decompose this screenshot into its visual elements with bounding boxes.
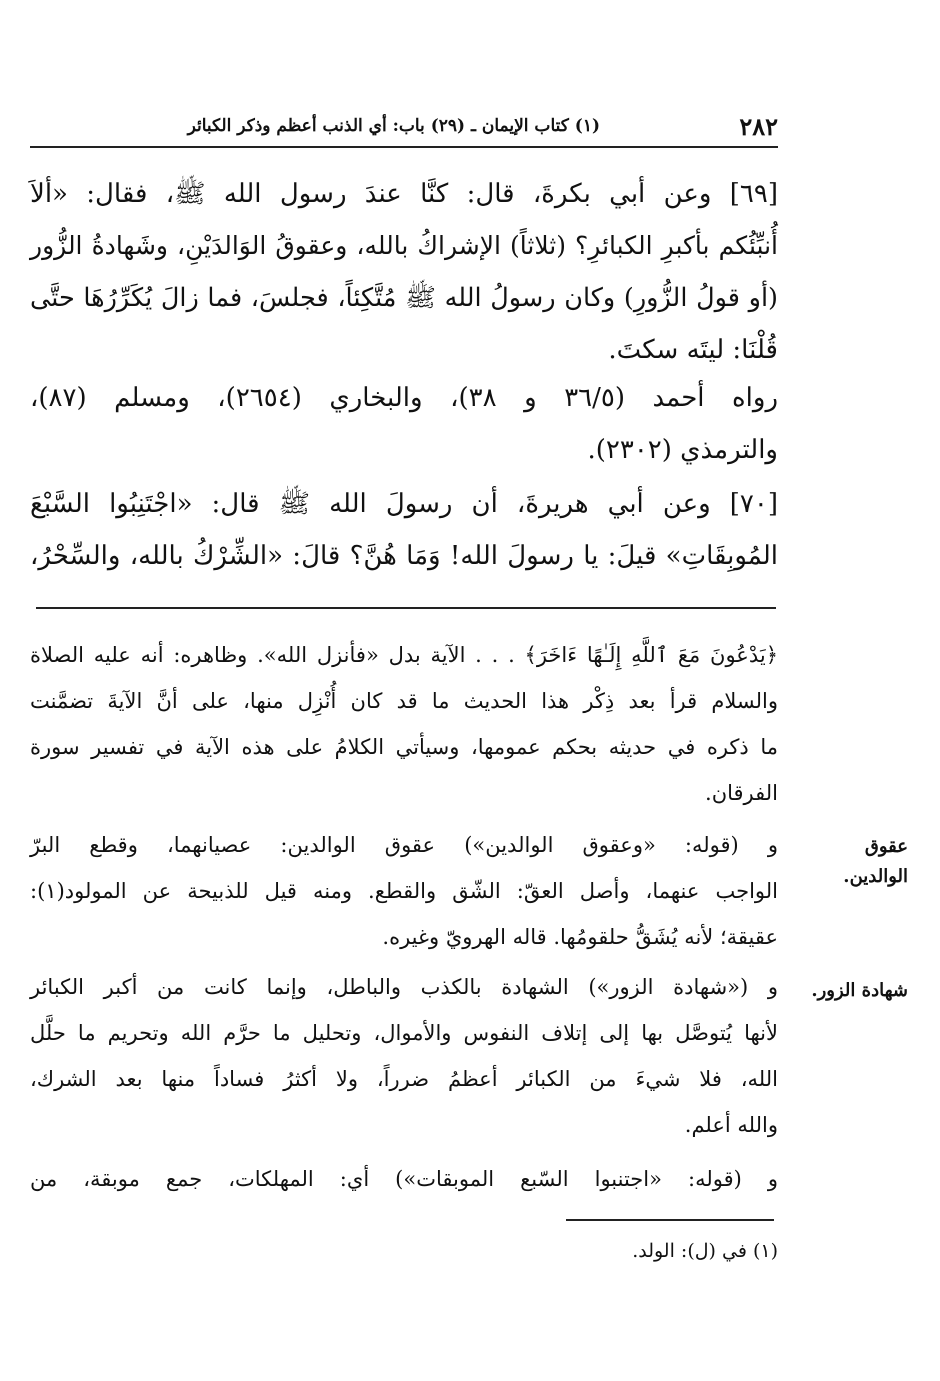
commentary-line: الفرقان.	[705, 781, 778, 805]
takhrij-line: والترمذي (٢٣٠٢).	[587, 435, 778, 465]
hadith-line: [٦٩] وعن أبي بكرةَ، قال: كنَّا عندَ رسول الله ﷺ، فقال: «ألاَ	[30, 179, 778, 209]
commentary-paragraph-4	[30, 1156, 778, 1202]
commentary-line: ما ذكره في حديثه بحكم عمومها، وسيأتي الكلامُ على هذه الآية في تفسير سورة	[30, 735, 778, 759]
hadith-line: (أو قولُ الزُّورِ) وكان رسولُ الله ﷺ مُتَّكِئاً، فجلسَ، فما زالَ يُكَرِّرُهَا حتَّى	[30, 283, 778, 313]
margin-note-line: الوالدين.	[843, 866, 908, 887]
takhrij-note	[30, 372, 778, 476]
commentary-line: الله، فلا شيءَ من الكبائر أعظمُ ضرراً، ولا أكثرُ فساداً منها بعد الشرك،	[30, 1067, 778, 1091]
hadith-70	[30, 478, 778, 582]
header-divider	[30, 146, 778, 148]
commentary-paragraph-3	[30, 964, 778, 1148]
page-header	[30, 112, 778, 144]
commentary-line: و (قوله: «اجتنبوا السّبع الموبقات») أي: المهلكات، جمع موبقة، من	[30, 1167, 778, 1191]
commentary-line: و (قوله: «وعقوق الوالدين») عقوق الوالدين: عصيانهما، وقطع البرّ	[30, 833, 778, 857]
hadith-69	[30, 168, 778, 376]
hadith-line: قُلْنَا: ليتَه سكتَ.	[608, 335, 778, 365]
commentary-line: عقيقة؛ لأنه يُشَقُّ حلقومُها. قاله الهرويّ وغيره.	[382, 925, 778, 949]
takhrij-line: رواه أحمد (٣٦/٥ و ٣٨)، والبخاري (٢٦٥٤)، ومسلم (٨٧)،	[30, 383, 778, 413]
commentary-paragraph-1	[30, 632, 778, 816]
footnote: (١) في (ل): الولد.	[632, 1240, 778, 1262]
commentary-line: ﴿يَدْعُونَ مَعَ ٱللَّهِ إِلَـٰهًا ءَاخَرَ﴾ . . . الآية بدل «فأنزل الله». وظاهره: أنه عليه الصلاة	[30, 643, 778, 667]
commentary-paragraph-2	[30, 822, 778, 960]
hadith-line: المُوبِقَاتِ» قيلَ: يا رسولَ الله! وَمَا هُنَّ؟ قالَ: «الشِّرْكُ بالله، والسِّحْرُ،	[30, 541, 778, 571]
page-number: ٢٨٢	[739, 112, 778, 141]
commentary-line: والله أعلم.	[684, 1113, 778, 1137]
margin-note-shahadat-zoor	[808, 976, 908, 1006]
text-commentary-divider	[36, 607, 776, 609]
hadith-line: أُنبِّئُكم بأكبرِ الكبائرِ؟ (ثلاثاً) الإشراكُ بالله، وعقوقُ الوَالدَيْنِ، وشَهادةُ الزُّور	[30, 231, 778, 260]
running-head: (١) كتاب الإيمان ـ (٢٩) باب: أي الذنب أعظم وذكر الكبائر	[187, 116, 600, 136]
commentary-line: لأنها يُتوصَّل بها إلى إتلاف النفوس والأموال، وتحليل ما حرَّم الله وتحريم ما حلَّل	[30, 1021, 778, 1045]
margin-note-uqooq	[808, 832, 908, 892]
commentary-line: والسلام قرأ بعد ذِكْر هذا الحديث ما قد كان أُنْزِل منها، على أنَّ الآيةَ تضمَّنت	[30, 689, 778, 713]
commentary-line: الواجب عنهما، وأصل العقّ: الشّق والقطع. ومنه قيل للذبيحة عن المولود(١):	[30, 879, 778, 903]
commentary-line: و («شهادة الزور») الشهادة بالكذب والباطل، وإنما كانت من أكبر الكبائر	[30, 975, 778, 999]
footnote-divider	[566, 1219, 774, 1221]
margin-note-line: شهادة الزور.	[811, 980, 908, 1001]
hadith-line: [٧٠] وعن أبي هريرةَ، أن رسولَ الله ﷺ قال: «اجْتَنِبُوا السَّبْعَ	[30, 489, 778, 519]
margin-note-line: عقوق	[864, 836, 908, 857]
